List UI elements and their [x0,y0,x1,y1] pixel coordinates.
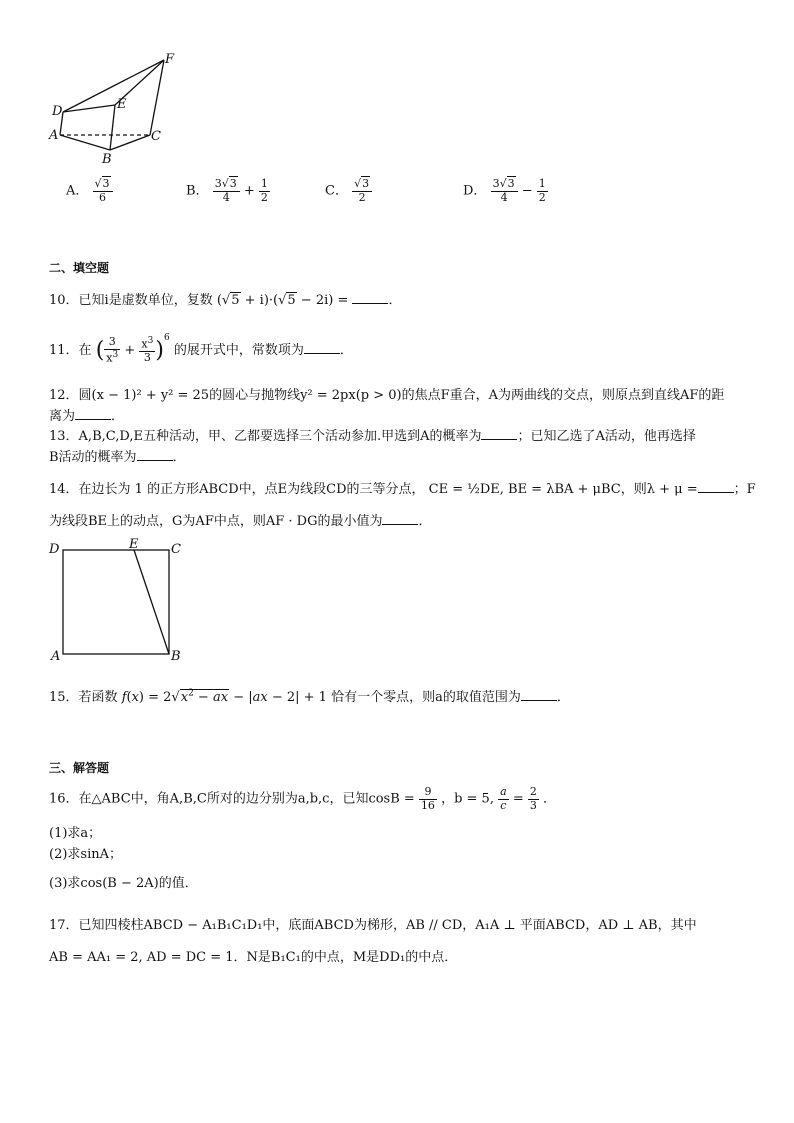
label-A: A [51,649,61,664]
question-11: 11．在 ( $\frac{3}{x^3}$ + $\frac{x^3}{3}$ )$^6$ 的展开式中，常数项为 ． [49,333,353,365]
option-d: D． $\frac{3√3}{4}$ − $\frac{1}{2}$ [463,177,546,204]
question-12-line1: 12．圆(x − 1)² + y² = 25的圆心与抛物线y² = 2px(p > 0)的焦点F重合，A为两曲线的交点，则原点到直线AF的距 [49,388,725,403]
section-answer: 三、解答题 [49,761,110,775]
question-16: 16．在△ABC中，角A,B,C所对的边分别为a,b,c，已知cosB = $\frac{9}{16}$ ，b = 5, $\frac{a}{c}$ = $\frac{2}{3}$ ． [49,785,557,812]
question-15: 15．若函数 $f(x) = 2√x^2$ − ax − |ax − 2| + 1 恰有一个零点，则a的取值范围为 ． [49,688,570,705]
question-17-line2: AB = AA₁ = 2, AD = DC = 1．N是B₁C₁的中点，M是DD₁的中点． [49,950,458,965]
question-14-line1: 14．在边长为 1 的正方形ABCD中，点E为线段CD的三等分点， CE = ½DE, BE = λBA + μBC，则λ + μ = ；F [49,482,756,497]
question-16-part2: (2)求sinA； [49,847,123,862]
option-b: B． $\frac{3√3}{4}$ + $\frac{1}{2}$ [186,177,268,204]
question-16-part1: (1)求a； [49,826,102,841]
question-16-part3: (3)求cos(B − 2A)的值． [49,876,198,891]
question-13-line2: B活动的概率为 ． [49,450,186,465]
label-C: C [171,542,181,557]
prism-figure [40,50,190,168]
question-10: 10．已知i是虚数单位，复数 (√5 + i)·(√5 − 2i) = ． [49,293,402,308]
label-B: B [102,152,112,167]
label-E: E [129,538,139,552]
label-C: C [151,129,161,144]
label-A: A [49,128,59,143]
question-17-line1: 17．已知四棱柱ABCD − A₁B₁C₁D₁中，底面ABCD为梯形，AB // CD，A₁A ⊥ 平面ABCD，AD ⊥ AB，其中 [49,918,697,933]
option-c: C． $\frac{√3}{2}$ [325,178,372,204]
question-12-line2: 离为 ． [49,409,125,424]
label-D: D [49,542,60,557]
label-E: E [117,97,127,112]
option-a: A． $\frac{√3}{6}$ [66,178,113,204]
square-figure [44,538,194,666]
label-B: B [171,649,181,664]
question-14-line2: 为线段BE上的动点，G为AF中点，则AF · DG的最小值为 ． [49,514,432,529]
label-F: F [165,52,175,67]
label-D: D [52,104,63,119]
section-fill-in: 二、填空题 [49,261,110,275]
question-13-line1: 13．A,B,C,D,E五种活动，甲、乙都要选择三个活动参加.甲选到A的概率为 ；已知乙选了A活动，他再选择 [49,429,696,444]
